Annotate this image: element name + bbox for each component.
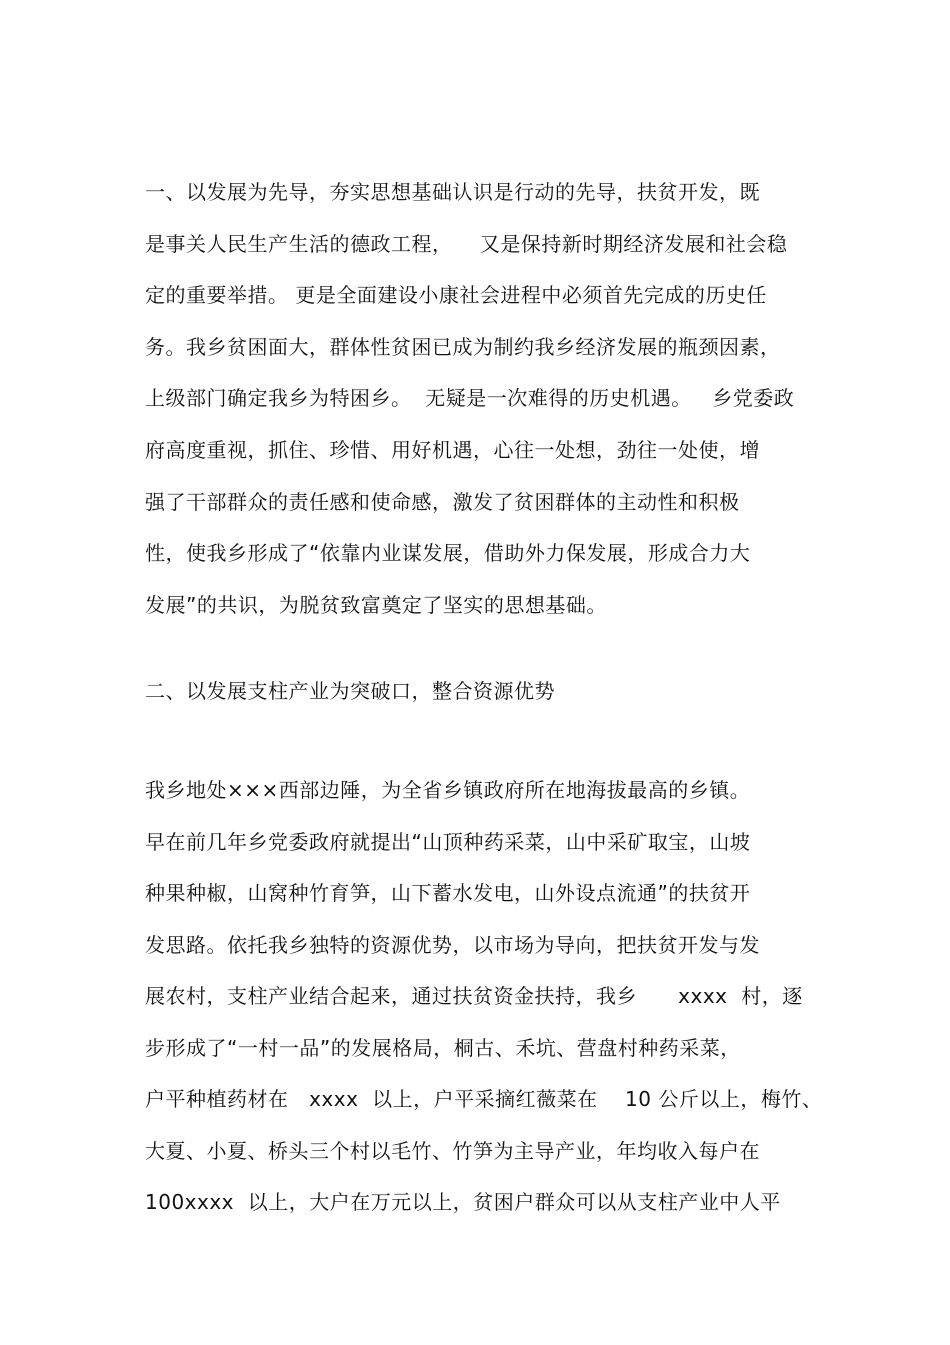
text-line: 种果种椒，山窝种竹育笋，山下蓄水发电，山外设点流通”的扶贫开 xyxy=(145,881,751,905)
text-line: 我乡地处×××西部边陲，为全省乡镇政府所在地海拔最高的乡镇。 xyxy=(145,778,751,802)
text-line: 性，使我乡形成了“依靠内业谋发展，借助外力保发展，形成合力大 xyxy=(145,541,751,566)
text-line: 100xxxx 以上，大户在万元以上，贫困户群众可以从支柱产业中人平 xyxy=(145,1190,781,1214)
text-line: 展农村，支柱产业结合起来，通过扶贫资金扶持，我乡 xxxx 村，逐 xyxy=(145,984,803,1008)
text-line: 上级部门确定我乡为特困乡。 无疑是一次难得的历史机遇。 乡党委政 xyxy=(145,386,795,411)
text-line: 大夏、小夏、桥头三个村以毛竹、竹笋为主导产业，年均收入每户在 xyxy=(145,1138,760,1163)
section-2-heading: 二、以发展支柱产业为突破口，整合资源优势 xyxy=(145,679,555,703)
text-line: 早在前几年乡党委政府就提出“山顶种药采菜，山中采矿取宝，山坡 xyxy=(145,829,751,854)
text-line: 发思路。依托我乡独特的资源优势，以市场为导向，把扶贫开发与发 xyxy=(145,932,760,957)
text-line: 发展”的共识，为脱贫致富奠定了坚实的思想基础。 xyxy=(145,592,607,617)
text-line: 一、以发展为先导，夯实思想基础认识是行动的先导，扶贫开发，既 xyxy=(145,180,760,204)
text-line: 户平种植药材在 xxxx 以上，户平采摘红薇菜在 10 公斤以上，梅竹、 xyxy=(145,1087,823,1111)
text-line: 府高度重视，抓住、珍惜、用好机遇，心往一处想，劲往一处使，增 xyxy=(145,438,760,462)
text-line: 定的重要举措。 更是全面建设小康社会进程中必须首先完成的历史任 xyxy=(145,283,767,308)
text-line: 强了干部群众的责任感和使命感，激发了贫困群体的主动性和积极 xyxy=(145,489,740,514)
text-line: 务。我乡贫困面大，群体性贫困已成为制约我乡经济发展的瓶颈因素， xyxy=(145,334,781,359)
text-line: 步形成了“一村一品”的发展格局，桐古、禾坑、营盘村种药采菜， xyxy=(145,1035,741,1060)
text-line: 是事关人民生产生活的德政工程， 又是保持新时期经济发展和社会稳 xyxy=(145,231,788,256)
